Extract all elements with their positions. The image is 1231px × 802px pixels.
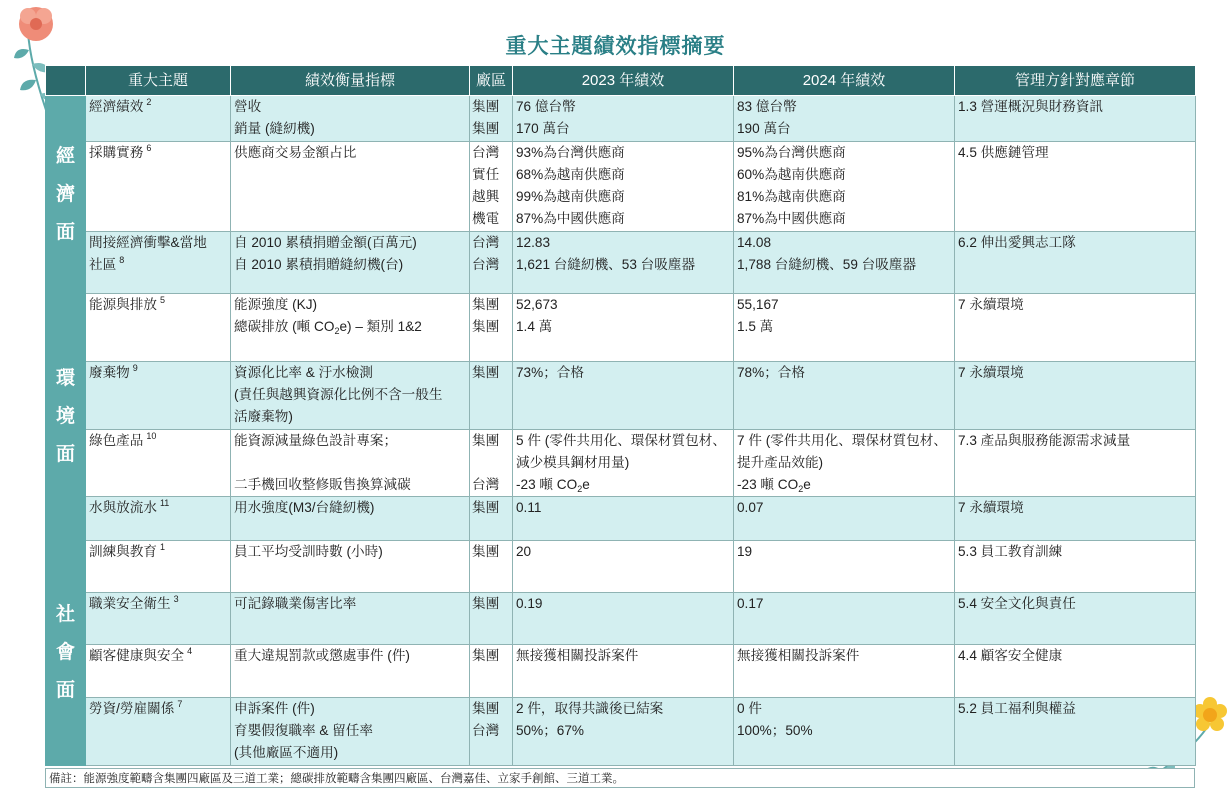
topic-cell: 訓練與教育 $^1$ [86,541,231,593]
table-row [46,497,1196,541]
table-row [46,232,1196,294]
perf-2023-cell: 20 [513,541,734,593]
section-economy: 經 濟 面 [46,96,86,294]
chapter-cell: 7 永續環境 [955,497,1196,541]
header-corner [46,66,86,96]
plant-cell: 台灣 台灣 [470,232,513,294]
chapter-cell: 4.5 供應鏈管理 [955,142,1196,232]
perf-2024-cell: 0.07 [734,497,955,541]
chapter-cell: 5.4 安全文化與責任 [955,593,1196,645]
indicator-cell: 員工平均受訓時數 (小時) [231,541,470,593]
plant-cell: 集團 [470,593,513,645]
plant-cell: 集團 [470,497,513,541]
header-row [46,66,1196,96]
perf-2023-cell: 無接獲相關投訴案件 [513,645,734,698]
kpi-table [45,65,1196,766]
table-row [46,430,1196,497]
plant-cell: 集團 [470,541,513,593]
indicator-cell: 用水強度(M3/台縫紉機) [231,497,470,541]
plant-cell: 集團 集團 [470,96,513,142]
perf-2023-cell: 0.11 [513,497,734,541]
perf-2023-cell: 93%為台灣供應商 68%為越南供應商 99%為越南供應商 87%為中國供應商 [513,142,734,232]
plant-cell: 集團 集團 [470,294,513,362]
col-header-indicator: 績效衡量指標 [231,66,470,96]
perf-2024-cell: 14.08 1,788 台縫紉機、59 台吸塵器 [734,232,955,294]
indicator-cell: 申訴案件 (件) 育嬰假復職率 & 留任率 (其他廠區不適用) [231,698,470,766]
indicator-cell: 能源強度 (KJ) 總碳排放 (噸 $CO_2e$) – 類別 1&2 [231,294,470,362]
perf-2023-cell: 52,673 1.4 萬 [513,294,734,362]
plant-cell: 台灣 實任 越興 機電 [470,142,513,232]
table-row [46,698,1196,766]
chapter-cell: 7 永續環境 [955,362,1196,430]
table-row [46,294,1196,362]
table-row [46,96,1196,142]
topic-cell: 經濟績效 $^2$ [86,96,231,142]
section-environment: 環 境 面 [46,294,86,541]
perf-2023-cell: 12.83 1,621 台縫紉機、53 台吸塵器 [513,232,734,294]
col-header-chapter: 管理方針對應章節 [955,66,1196,96]
table-row [46,541,1196,593]
topic-cell: 職業安全衛生 $^3$ [86,593,231,645]
perf-2024-cell: 83 億台幣 190 萬台 [734,96,955,142]
topic-cell: 水與放流水 $^{11}$ [86,497,231,541]
indicator-cell: 自 2010 累積捐贈金額(百萬元) 自 2010 累積捐贈縫紉機(台) [231,232,470,294]
col-header-topic: 重大主題 [86,66,231,96]
chapter-cell: 6.2 伸出愛興志工隊 [955,232,1196,294]
table-row [46,142,1196,232]
plant-cell: 集團 [470,362,513,430]
topic-cell: 採購實務 $^6$ [86,142,231,232]
perf-2024-cell: 78%；合格 [734,362,955,430]
table-row [46,645,1196,698]
table-row [46,593,1196,645]
perf-2023-cell: 76 億台幣 170 萬台 [513,96,734,142]
perf-2024-cell: 0.17 [734,593,955,645]
topic-cell: 能源與排放 $^5$ [86,294,231,362]
perf-2024-cell: 19 [734,541,955,593]
perf-2023-cell: 2 件，取得共識後已結案 50%；67% [513,698,734,766]
table-row [46,362,1196,430]
indicator-cell: 資源化比率 & 汙水檢測 (責任與越興資源化比例不含一般生 活廢棄物) [231,362,470,430]
chapter-cell: 7 永續環境 [955,294,1196,362]
plant-cell: 集團 台灣 [470,698,513,766]
perf-2023-cell: 5 件 (零件共用化、環保材質包材、 減少模具鋼材用量) -23 噸 $CO_2e$ [513,430,734,497]
page-title: 重大主題績效指標摘要 [505,35,726,58]
chapter-cell: 7.3 產品與服務能源需求減量 [955,430,1196,497]
topic-cell: 廢棄物 $^9$ [86,362,231,430]
topic-cell: 綠色產品 $^{10}$ [86,430,231,497]
section-society: 社 會 面 [46,541,86,766]
perf-2024-cell: 7 件 (零件共用化、環保材質包材、 提升產品效能) -23 噸 $CO_2e$ [734,430,955,497]
perf-2024-cell: 0 件 100%；50% [734,698,955,766]
chapter-cell: 5.2 員工福利與權益 [955,698,1196,766]
indicator-cell: 能資源減量綠色設計專案； 二手機回收整修販售換算減碳 [231,430,470,497]
perf-2024-cell: 95%為台灣供應商 60%為越南供應商 81%為越南供應商 87%為中國供應商 [734,142,955,232]
perf-2024-cell: 無接獲相關投訴案件 [734,645,955,698]
chapter-cell: 5.3 員工教育訓練 [955,541,1196,593]
perf-2023-cell: 0.19 [513,593,734,645]
indicator-cell: 供應商交易金額占比 [231,142,470,232]
plant-cell: 集團 台灣 [470,430,513,497]
plant-cell: 集團 [470,645,513,698]
indicator-cell: 可記錄職業傷害比率 [231,593,470,645]
topic-cell: 間接經濟衝擊&當地 社區 $^8$ [86,232,231,294]
indicator-cell: 重大違規罰款或懲處事件 (件) [231,645,470,698]
perf-2024-cell: 55,167 1.5 萬 [734,294,955,362]
col-header-2024: 2024 年績效 [734,66,955,96]
chapter-cell: 1.3 營運概況與財務資訊 [955,96,1196,142]
chapter-cell: 4.4 顧客安全健康 [955,645,1196,698]
footnote: 備註：能源強度範疇含集團四廠區及三道工業；總碳排放範疇含集團四廠區、台灣嘉佳、立家手創館、三道工業。 [45,768,1195,788]
col-header-plant: 廠區 [470,66,513,96]
topic-cell: 勞資/勞雇關係 $^7$ [86,698,231,766]
perf-2023-cell: 73%；合格 [513,362,734,430]
col-header-2023: 2023 年績效 [513,66,734,96]
topic-cell: 顧客健康與安全 $^4$ [86,645,231,698]
indicator-cell: 營收 銷量 (縫紉機) [231,96,470,142]
